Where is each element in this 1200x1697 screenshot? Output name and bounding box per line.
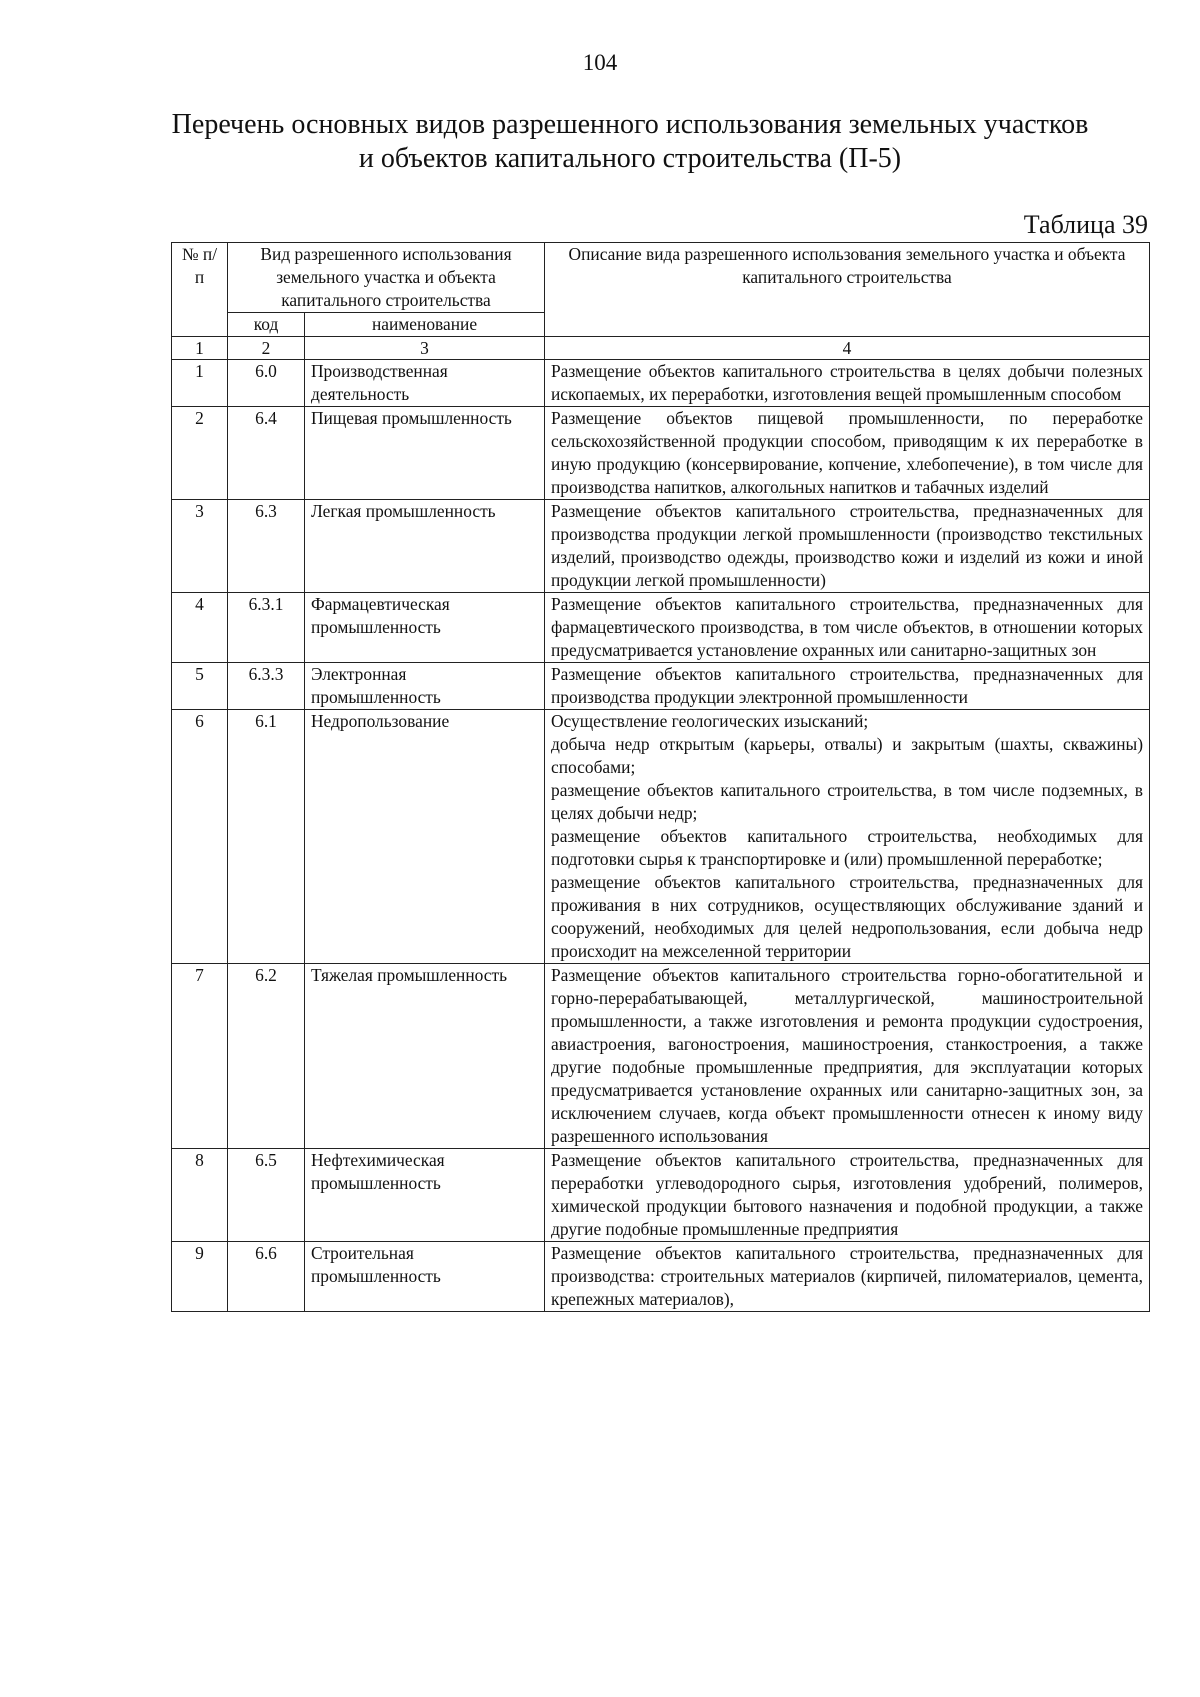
row-description: Размещение объектов капитального строительства, предназначенных для производства продукции легкой промышленности (производство текстильных изделий, производство одежды, производство кожи и изделий из кожи и иной продукции легкой промышленности) [545, 500, 1150, 593]
row-num: 7 [172, 964, 228, 1149]
header-num: № п/п [172, 243, 228, 337]
row-code: 6.4 [228, 407, 305, 500]
row-description: Размещение объектов капитального строительства, предназначенных для переработки углеводородного сырья, изготовления удобрений, полимеров, химической продукции бытового назначения и подобной продукции, а также другие подобные промышленные предприятия [545, 1149, 1150, 1242]
header-name: наименование [305, 313, 545, 337]
row-description: Размещение объектов капитального строительства, предназначенных для производства: строительных материалов (кирпичей, пиломатериалов, цемента, крепежных материалов), [545, 1242, 1150, 1312]
row-description: Размещение объектов капитального строительства, предназначенных для производства продукции электронной промышленности [545, 663, 1150, 710]
column-number: 4 [545, 337, 1150, 360]
row-name: Фармацевтическая промышленность [305, 593, 545, 663]
row-code: 6.2 [228, 964, 305, 1149]
table-row [172, 593, 1150, 663]
row-description: Размещение объектов капитального строительства горно-обогатительной и горно-перерабатывающей, металлургической, машиностроительной промышленности, а также изготовления и ремонта продукции судостроения, авиастроения, вагоностроения, машиностроения, станкостроения, а также другие подобные промышленные предприятия, для эксплуатации которых предусматривается установление охранных или санитарно-защитных зон, за исключением случаев, когда объект промышленности отнесен к иному виду разрешенного использования [545, 964, 1150, 1149]
row-code: 6.3.3 [228, 663, 305, 710]
row-code: 6.6 [228, 1242, 305, 1312]
row-description: Размещение объектов капитального строительства, предназначенных для фармацевтического производства, в том числе объектов, в отношении которых предусматривается установление охранных или санитарно-защитных зон [545, 593, 1150, 663]
column-number-row [172, 337, 1150, 360]
row-name: Производственная деятельность [305, 360, 545, 407]
header-use-type: Вид разрешенного использования земельного участка и объекта капитального строительства [228, 243, 545, 313]
row-code: 6.1 [228, 710, 305, 964]
document-title-line-2: и объектов капитального строительства (П-5) [358, 143, 902, 174]
table-row [172, 1149, 1150, 1242]
row-name: Недропользование [305, 710, 545, 964]
row-name: Электронная промышленность [305, 663, 545, 710]
row-num: 9 [172, 1242, 228, 1312]
table-row [172, 1242, 1150, 1312]
row-num: 8 [172, 1149, 228, 1242]
row-description: Размещение объектов пищевой промышленности, по переработке сельскохозяйственной продукции способом, приводящим к их переработке в иную продукцию (консервирование, копчение, хлебопечение), в том числе для производства напитков, алкогольных напитков и табачных изделий [545, 407, 1150, 500]
row-name: Тяжелая промышленность [305, 964, 545, 1149]
row-code: 6.3 [228, 500, 305, 593]
document-title [150, 108, 1110, 176]
row-num: 2 [172, 407, 228, 500]
header-code: код [228, 313, 305, 337]
row-num: 5 [172, 663, 228, 710]
row-description: Осуществление геологических изысканий; добыча недр открытым (карьеры, отвалы) и закрытым (шахты, скважины) способами; размещение объектов капитального строительства, в том числе подземных, в целях добычи недр; размещение объектов капитального строительства, необходимых для подготовки сырья к транспортировке и (или) промышленной переработке; размещение объектов капитального строительства, предназначенных для проживания в них сотрудников, осуществляющих обслуживание зданий и сооружений, необходимых для целей недропользования, если добыча недр происходит на межселенной территории [545, 710, 1150, 964]
table-row [172, 663, 1150, 710]
row-description: Размещение объектов капитального строительства в целях добычи полезных ископаемых, их переработки, изготовления вещей промышленным способом [545, 360, 1150, 407]
page-number: 104 [582, 50, 618, 75]
table-row [172, 360, 1150, 407]
row-num: 6 [172, 710, 228, 964]
table-body [172, 360, 1150, 1312]
row-name: Строительная промышленность [305, 1242, 545, 1312]
row-code: 6.3.1 [228, 593, 305, 663]
table-caption: Таблица 39 [1023, 210, 1148, 239]
document-title-line-1: Перечень основных видов разрешенного использования земельных участков [171, 109, 1089, 140]
table-row [172, 710, 1150, 964]
row-num: 3 [172, 500, 228, 593]
table-row [172, 407, 1150, 500]
table-row [172, 500, 1150, 593]
permitted-use-table [171, 242, 1150, 1312]
row-code: 6.5 [228, 1149, 305, 1242]
row-num: 1 [172, 360, 228, 407]
table-row [172, 964, 1150, 1149]
row-code: 6.0 [228, 360, 305, 407]
column-number: 2 [228, 337, 305, 360]
column-number: 3 [305, 337, 545, 360]
row-num: 4 [172, 593, 228, 663]
row-name: Легкая промышленность [305, 500, 545, 593]
row-name: Пищевая промышленность [305, 407, 545, 500]
header-description: Описание вида разрешенного использования земельного участка и объекта капитального строительства [545, 243, 1150, 337]
column-number: 1 [172, 337, 228, 360]
row-name: Нефтехимическая промышленность [305, 1149, 545, 1242]
